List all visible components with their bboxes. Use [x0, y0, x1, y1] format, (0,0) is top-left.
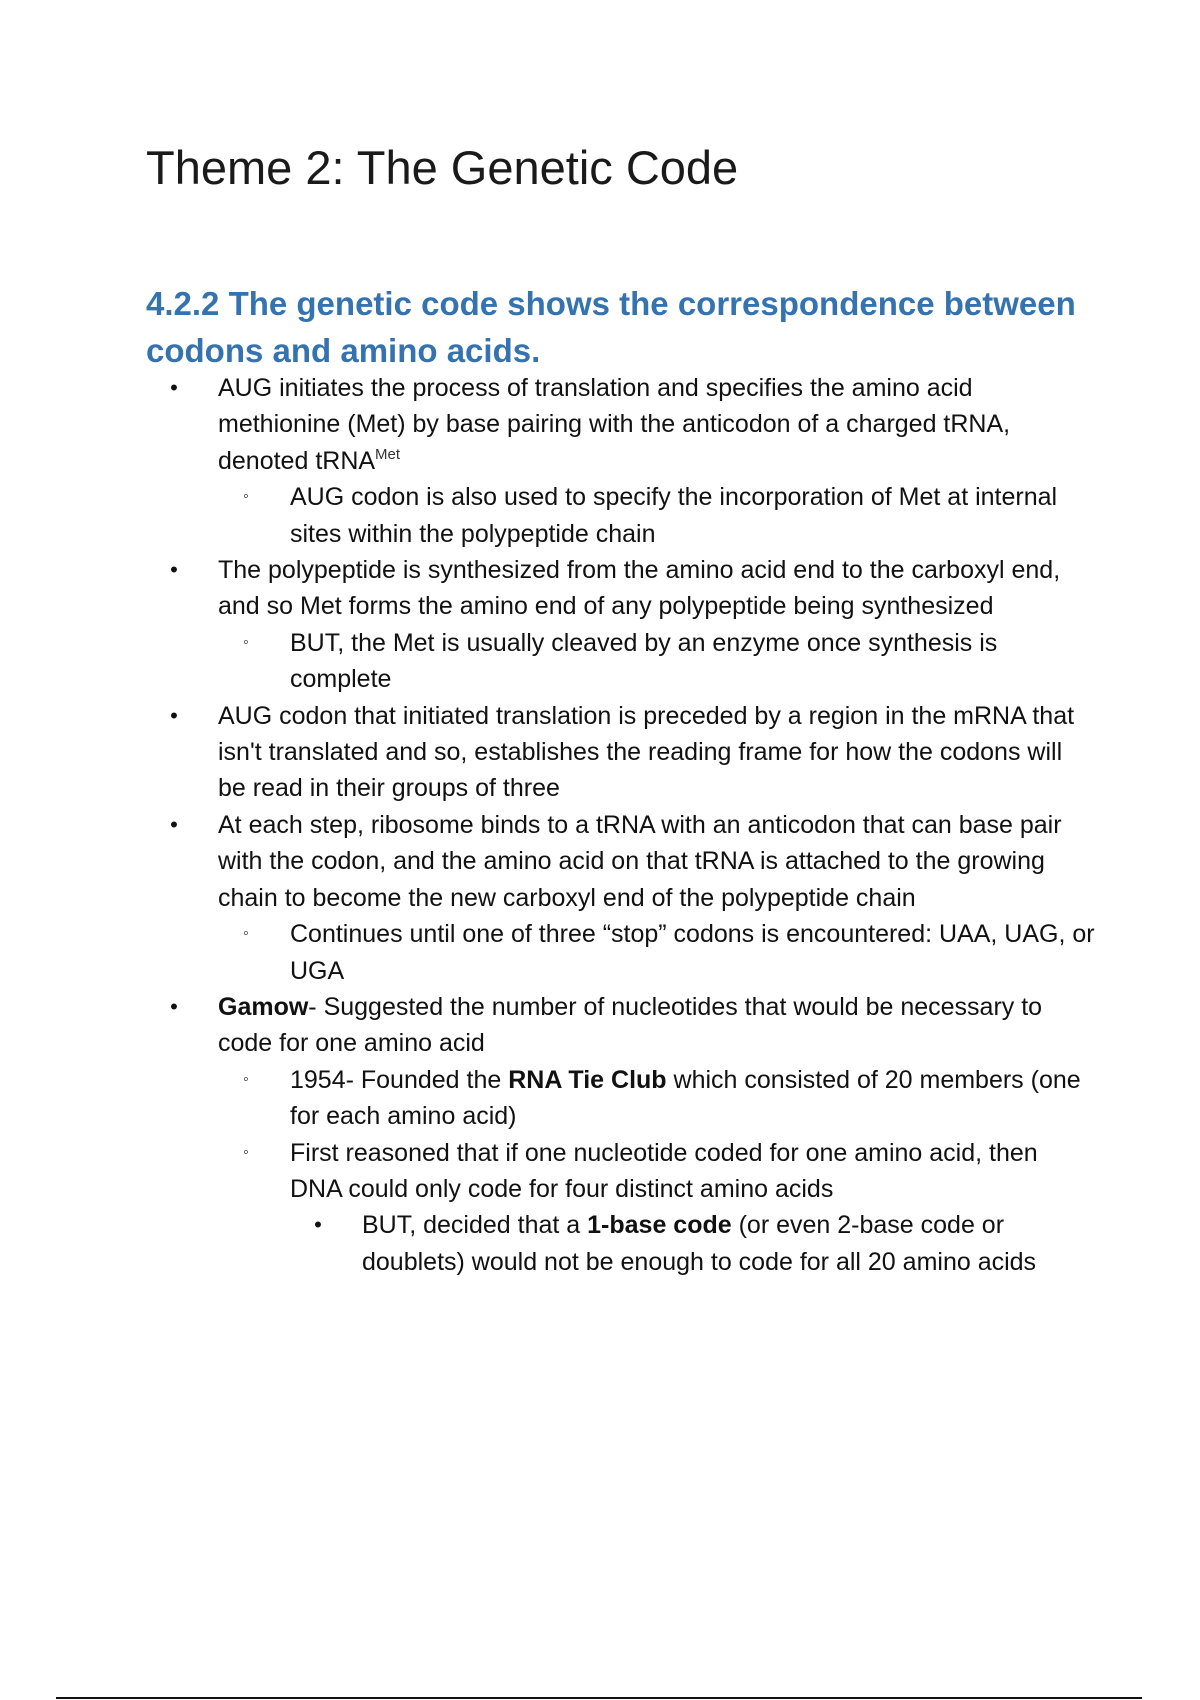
circle-bullet-icon: ◦	[243, 488, 249, 506]
list-item	[146, 370, 1096, 479]
bold-term: 1-base code	[587, 1211, 732, 1240]
note-text: Continues until one of three “stop” codons is encountered: UAA, UAG, or UGA	[290, 920, 1095, 985]
list-item	[146, 1062, 1096, 1135]
bullet-icon: •	[170, 702, 178, 728]
bullet-icon: •	[314, 1212, 322, 1238]
note-text: BUT, the Met is usually cleaved by an enzyme once synthesis is complete	[290, 628, 998, 694]
list-item	[146, 1207, 1096, 1280]
note-text: The polypeptide is synthesized from the amino acid end to the carboxyl end, and so Met forms the amino end of any polypeptide being synthesized	[218, 556, 1061, 621]
note-text: AUG codon that initiated translation is preceded by a region in the mRNA that isn't translated and so, establishes the reading frame for how the codons will be read in their groups of three	[218, 701, 1075, 803]
bullet-icon: •	[170, 811, 178, 837]
list-item	[146, 916, 1096, 989]
page-title: Theme 2: The Genetic Code	[146, 141, 739, 194]
list-item	[146, 698, 1096, 807]
bold-term: Gamow	[218, 992, 309, 1021]
note-text: AUG initiates the process of translation and specifies the amino acid methionine (Met) by base pairing with the anticodon of a charged tRNA, denoted tRNA	[218, 374, 1011, 475]
superscript: Met	[375, 445, 401, 463]
list-item	[146, 989, 1096, 1062]
bullet-icon: •	[170, 375, 178, 400]
note-text: - Suggested the number of nucleotides that would be necessary to code for one amino acid	[218, 992, 1043, 1058]
note-text: 1954- Founded the	[290, 1065, 509, 1094]
note-text: First reasoned that if one nucleotide coded for one amino acid, then DNA could only code for four distinct amino acids	[290, 1138, 1038, 1203]
note-text: At each step, ribosome binds to a tRNA with an anticodon that can base pair with the codon, and the amino acid on that tRNA is attached to the growing chain to become the new carboxyl end of the polypeptide chain	[218, 810, 1062, 912]
list-item	[146, 1135, 1096, 1208]
list-item	[146, 552, 1096, 625]
section-heading: 4.2.2 The genetic code shows the correspondence between codons and amino acids.	[146, 285, 1076, 369]
circle-bullet-icon: ◦	[243, 1143, 249, 1161]
circle-bullet-icon: ◦	[243, 925, 249, 943]
note-text: BUT, decided that a	[362, 1211, 588, 1240]
bullet-icon: •	[170, 993, 178, 1019]
list-item	[146, 625, 1096, 698]
note-text: (or even 2-base code or doublets) would not be enough to code for all 20 amino acids	[362, 1211, 1037, 1276]
list-item	[146, 807, 1096, 916]
bullet-icon: •	[170, 557, 178, 583]
footer-divider	[56, 1697, 1142, 1699]
note-text: which consisted of 20 members (one for each amino acid)	[290, 1065, 1081, 1131]
notes-list	[146, 370, 1096, 1280]
note-text: AUG codon is also used to specify the incorporation of Met at internal sites within the polypeptide chain	[290, 483, 1058, 548]
bold-term: RNA Tie Club	[508, 1065, 667, 1094]
circle-bullet-icon: ◦	[243, 1070, 249, 1088]
circle-bullet-icon: ◦	[243, 633, 249, 651]
list-item	[146, 479, 1096, 552]
